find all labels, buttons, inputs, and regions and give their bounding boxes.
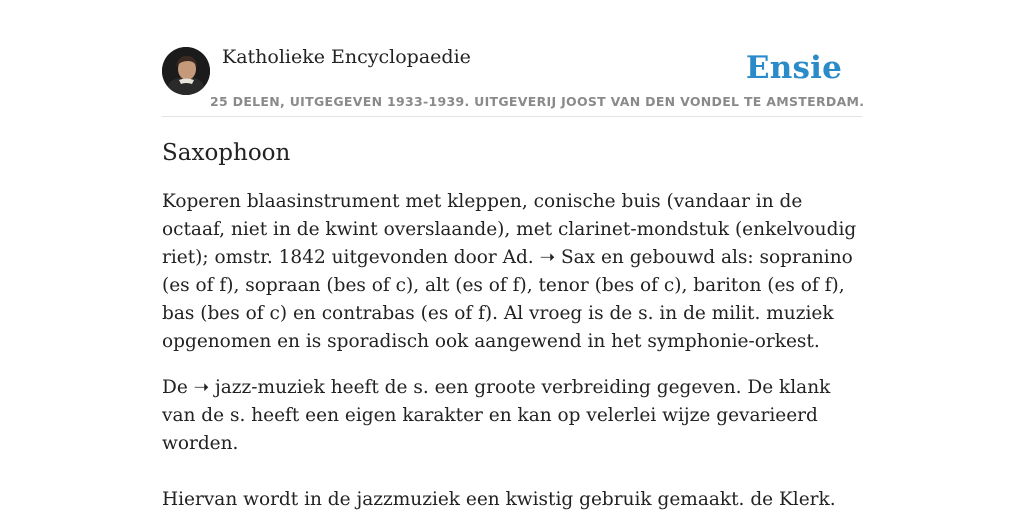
brand-logo[interactable]: Ensie <box>745 50 842 86</box>
portrait-avatar-icon[interactable] <box>162 47 210 95</box>
book-subline: 25 DELEN, UITGEGEVEN 1933-1939. UITGEVERIJ JOOST VAN DEN VONDEL TE AMSTERDAM. <box>210 94 865 109</box>
article-title: Saxophoon <box>162 140 291 166</box>
article-paragraph: Hiervan wordt in de jazzmuziek een kwistig gebruik gemaakt. de Klerk. <box>162 489 836 510</box>
book-header <box>162 40 865 117</box>
paragraph-gap <box>162 476 862 486</box>
article <box>162 140 862 532</box>
book-title[interactable]: Katholieke Encyclopaedie <box>222 46 471 68</box>
article-paragraph: De ➝ jazz-muziek heeft de s. een groote verbreiding gegeven. De klank van de s. heeft een eigen karakter en kan op velerlei wijze gevarieerd worden. <box>162 377 831 454</box>
article-paragraph: Koperen blaasinstrument met kleppen, conische buis (vandaar in de octaaf, niet in de kwint overslaande), met clarinet-mondstuk (enkelvoudig riet); omstr. 1842 uitgevonden door Ad. ➝ Sax en gebouwd als: sopranino (es of f), sopraan (bes of c), alt (es of f), tenor (bes of c), bariton (es of f), bas (bes of c) en contrabas (es of f). Al vroeg is de s. in de milit. muziek opgenomen en is sporadisch ook aangewend in het symphonie-orkest. <box>162 191 857 352</box>
